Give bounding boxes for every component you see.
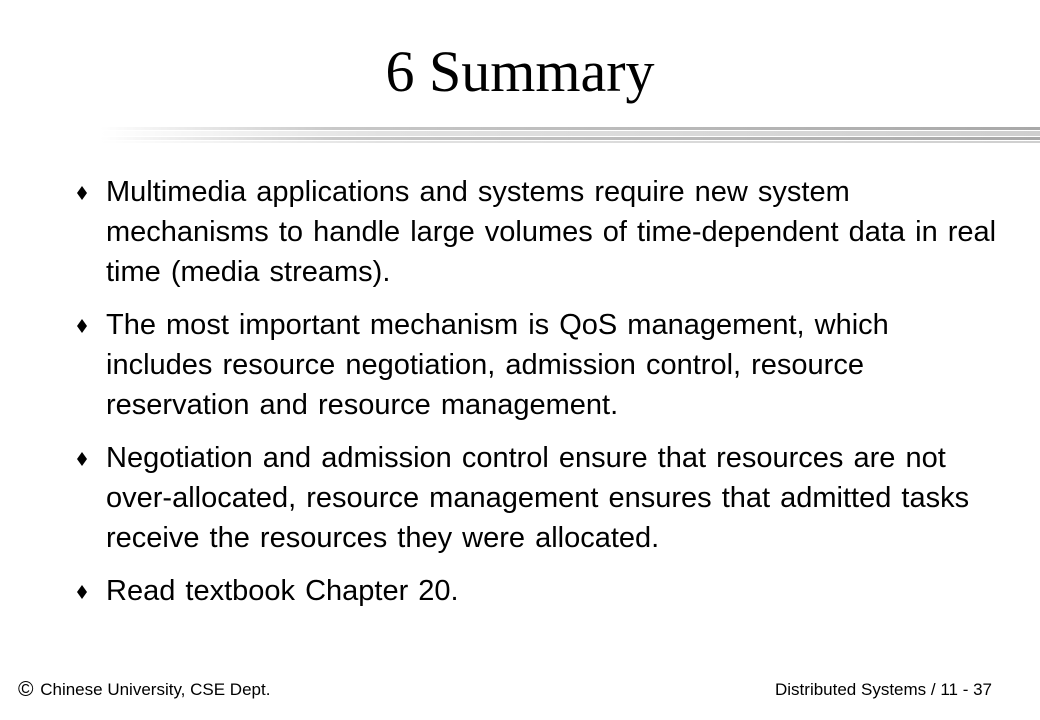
- footer-course-page: Distributed Systems / 11 - 37: [775, 680, 992, 699]
- title-underline-bar: [100, 125, 1040, 147]
- bullet-text: Multimedia applications and systems require new system mechanisms to handle large volumes of time-dependent data in real time (media streams).: [106, 176, 997, 288]
- bullet-item: [73, 438, 1003, 558]
- summary-bullet-list: [73, 172, 1003, 624]
- bullet-item: [73, 571, 1003, 611]
- bullet-text: Negotiation and admission control ensure that resources are not over-allocated, resource management ensures that admitted tasks receive the resources they were allocated.: [106, 442, 970, 554]
- bullet-item: [73, 305, 1003, 425]
- slide-title: 6 Summary: [385, 39, 655, 104]
- diamond-bullet-icon: [77, 186, 87, 200]
- footer-organization: Chinese University, CSE Dept.: [40, 680, 271, 699]
- copyright-symbol: ©: [18, 678, 34, 701]
- diamond-bullet-icon: [77, 585, 87, 599]
- diamond-bullet-icon: [77, 319, 87, 333]
- footer-copyright: [18, 680, 270, 700]
- bullet-text: The most important mechanism is QoS management, which includes resource negotiation, admission control, resource reservation and resource management.: [106, 309, 889, 421]
- bullet-item: [73, 172, 1003, 292]
- bullet-text: Read textbook Chapter 20.: [106, 575, 459, 607]
- diamond-bullet-icon: [77, 452, 87, 466]
